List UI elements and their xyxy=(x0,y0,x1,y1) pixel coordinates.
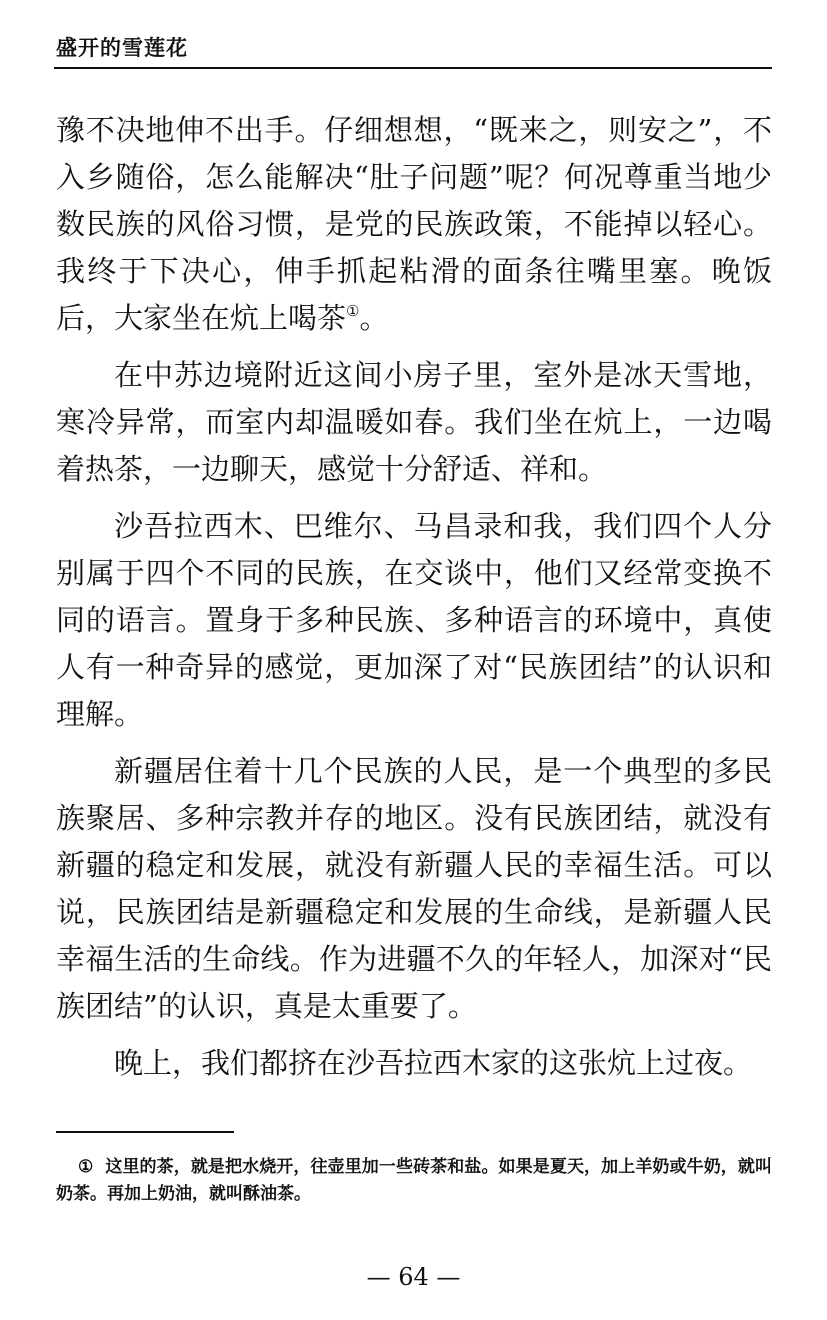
paragraph-2: 在中苏边境附近这间小房子里，室外是冰天雪地，寒冷异常，而室内却温暖如春。我们坐在炕上，一边喝着热茶，一边聊天，感觉十分舒适、祥和。 xyxy=(56,358,772,486)
footnote-text: 这里的茶，就是把水烧开，往壶里加一些砖茶和盐。如果是夏天，加上羊奶或牛奶，就叫奶茶。再加上奶油，就叫酥油茶。 xyxy=(56,1157,772,1204)
paragraph-4: 新疆居住着十几个民族的人民，是一个典型的多民族聚居、多种宗教并存的地区。没有民族团结，就没有新疆的稳定和发展，就没有新疆人民的幸福生活。可以说，民族团结是新疆稳定和发展的生命线，是新疆人民幸福生活的生命线。作为进疆不久的年轻人，加深对“民族团结”的认识，真是太重要了。 xyxy=(56,754,772,1023)
paragraph-1-tail: 。 xyxy=(359,301,389,335)
footnote xyxy=(56,1154,772,1208)
footnote-rule xyxy=(56,1131,234,1133)
header-rule xyxy=(54,67,772,69)
body-text xyxy=(56,107,772,1097)
footnote-reference[interactable]: ① xyxy=(346,302,360,320)
paragraph-5: 晚上，我们都挤在沙吾拉西木家的这张炕上过夜。 xyxy=(114,1046,753,1080)
page-number: — 64 — xyxy=(366,1263,461,1291)
running-head: 盛开的雪莲花 xyxy=(56,36,188,60)
paragraph-1-text: 豫不决地伸不出手。仔细想想，“既来之，则安之”，不入乡随俗，怎么能解决“肚子问题”呢？何况尊重当地少数民族的风俗习惯，是党的民族政策，不能掉以轻心。我终于下决心，伸手抓起粘滑的面条往嘴里塞。晚饭后，大家坐在炕上喝茶 xyxy=(56,113,772,335)
footnote-mark: ① xyxy=(78,1157,94,1177)
paragraph-3: 沙吾拉西木、巴维尔、马昌录和我，我们四个人分别属于四个不同的民族，在交谈中，他们又经常变换不同的语言。置身于多种民族、多种语言的环境中，真使人有一种奇异的感觉，更加深了对“民族团结”的认识和理解。 xyxy=(56,509,772,731)
paragraph-1 xyxy=(56,107,772,342)
